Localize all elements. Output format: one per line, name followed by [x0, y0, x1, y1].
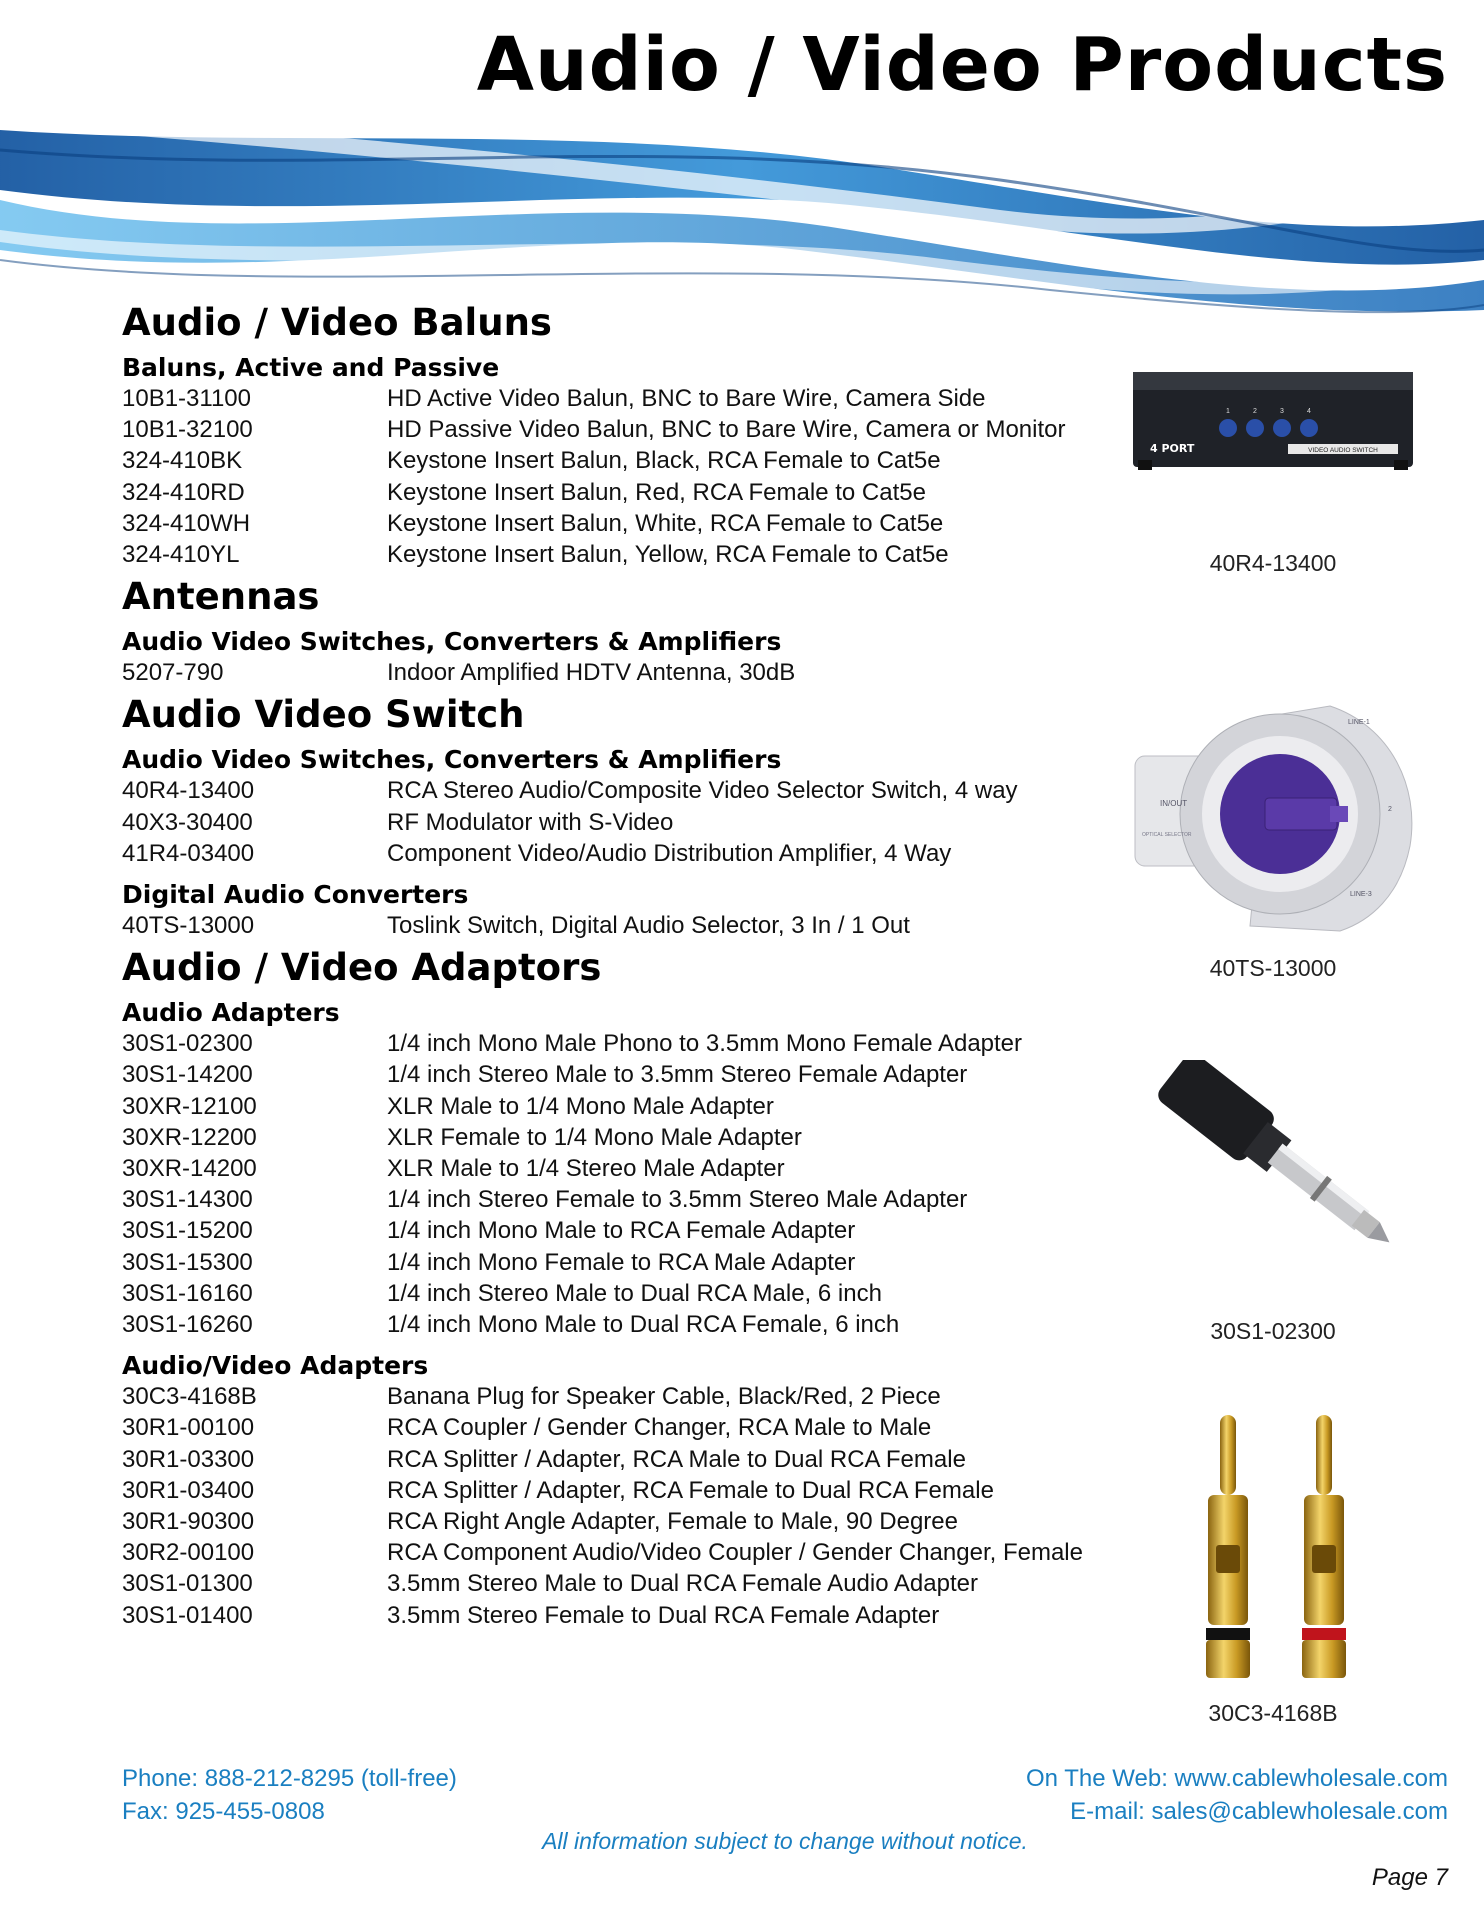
product-description: RCA Splitter / Adapter, RCA Male to Dual RCA Female: [387, 1445, 966, 1473]
product-row: [122, 1475, 1102, 1506]
footer-online: [1026, 1762, 1448, 1828]
product-sku: 30S1-16160: [122, 1279, 253, 1307]
product-sku: 30S1-14200: [122, 1061, 253, 1089]
port-number: 2: [1253, 408, 1257, 415]
product-sku: 324-410YL: [122, 541, 240, 569]
subsection-title: Audio Adapters: [122, 998, 340, 1028]
dial-label: 2: [1388, 806, 1392, 813]
product-description: XLR Female to 1/4 Mono Male Adapter: [387, 1123, 802, 1151]
product-description: 1/4 inch Stereo Male to Dual RCA Male, 6 inch: [387, 1279, 882, 1307]
product-row: [122, 1247, 1102, 1278]
product-row: [122, 445, 1102, 476]
toslink-switch-image: [1130, 696, 1420, 936]
dial-label: LINE-1: [1348, 719, 1370, 726]
product-description: Keystone Insert Balun, Yellow, RCA Female to Cat5e: [387, 541, 949, 569]
product-description: 1/4 inch Mono Male Phono to 3.5mm Mono Female Adapter: [387, 1030, 1023, 1058]
product-description: Keystone Insert Balun, Black, RCA Female to Cat5e: [387, 447, 941, 475]
product-row: [122, 1600, 1102, 1631]
port-number: 1: [1226, 408, 1230, 415]
product-description: RCA Stereo Audio/Composite Video Selector Switch, 4 way: [387, 777, 1018, 805]
product-row: [122, 414, 1102, 445]
product-row: [122, 1506, 1102, 1537]
product-description: 1/4 inch Mono Male to Dual RCA Female, 6 inch: [387, 1311, 900, 1339]
product-sku: 10B1-32100: [122, 416, 253, 444]
website-link[interactable]: On The Web: www.cablewholesale.com: [1026, 1765, 1448, 1792]
product-sku: 10B1-31100: [122, 385, 251, 412]
product-description: RCA Coupler / Gender Changer, RCA Male to Male: [387, 1414, 932, 1442]
fax-number: Fax: 925-455-0808: [122, 1798, 325, 1825]
product-sku: 30S1-16260: [122, 1311, 253, 1339]
product-row: [122, 1309, 1102, 1340]
product-description: 3.5mm Stereo Female to Dual RCA Female Adapter: [387, 1601, 940, 1629]
product-sku: 40R4-13400: [122, 777, 255, 805]
product-description: XLR Male to 1/4 Stereo Male Adapter: [387, 1155, 785, 1183]
product-description: 1/4 inch Mono Male to RCA Female Adapter: [387, 1217, 856, 1245]
subsection-title: Digital Audio Converters: [122, 880, 469, 910]
product-row: [122, 1444, 1102, 1475]
product-row: [122, 775, 1102, 806]
product-sku: 324-410RD: [122, 478, 245, 506]
subsection-title: Audio Video Switches, Converters & Amplifiers: [122, 627, 782, 657]
product-row: [122, 1059, 1102, 1090]
product-sku: 30R1-03300: [122, 1445, 255, 1473]
dial-label: LINE-3: [1350, 891, 1372, 898]
phone-number: Phone: 888-212-8295 (toll-free): [122, 1765, 457, 1792]
product-description: 1/4 inch Stereo Female to 3.5mm Stereo Male Adapter: [387, 1186, 968, 1214]
section: [122, 300, 1102, 574]
banana-plugs-image: [1180, 1410, 1380, 1690]
product-sku: 30C3-4168B: [122, 1383, 257, 1411]
product-description: RF Modulator with S-Video: [387, 808, 674, 836]
toslink-left-label: IN/OUT: [1160, 799, 1188, 808]
image-caption: 40TS-13000: [1209, 955, 1337, 981]
footer-contact: [122, 1762, 457, 1828]
product-description: Keystone Insert Balun, White, RCA Female to Cat5e: [387, 509, 944, 537]
product-row: [122, 1568, 1102, 1599]
product-row: [122, 1184, 1102, 1215]
toslink-left-small: OPTICAL SELECTOR: [1142, 832, 1192, 838]
product-description: Indoor Amplified HDTV Antenna, 30dB: [387, 659, 796, 687]
product-row: [122, 1278, 1102, 1309]
product-description: Banana Plug for Speaker Cable, Black/Red, 2 Piece: [387, 1383, 941, 1411]
product-row: [122, 1153, 1102, 1184]
product-row: [122, 1412, 1102, 1443]
product-row: [122, 910, 1102, 941]
subsection-title: Audio/Video Adapters: [122, 1351, 429, 1381]
image-caption: 40R4-13400: [1209, 550, 1337, 576]
phono-adapter-image: [1150, 1060, 1400, 1280]
disclaimer: All information subject to change without notice.: [542, 1828, 1028, 1854]
product-sku: 30S1-02300: [122, 1030, 253, 1058]
product-sku: 30S1-15200: [122, 1217, 253, 1245]
section: [122, 945, 1102, 1635]
product-row: [122, 477, 1102, 508]
product-sku: 40TS-13000: [122, 912, 255, 940]
section: [122, 692, 1102, 945]
product-description: 1/4 inch Mono Female to RCA Male Adapter: [387, 1248, 856, 1276]
switch-brand-text: 4 PORT: [1150, 442, 1195, 455]
product-row: [122, 1091, 1102, 1122]
product-row: [122, 508, 1102, 539]
product-description: Keystone Insert Balun, Red, RCA Female to Cat5e: [387, 478, 926, 506]
product-sku: 30R1-00100: [122, 1414, 255, 1442]
product-row: [122, 1381, 1102, 1412]
product-sku: 40X3-30400: [122, 808, 253, 836]
product-sku: 30XR-12100: [122, 1092, 257, 1120]
section-title: Audio Video Switch: [122, 693, 525, 737]
product-row: [122, 1215, 1102, 1246]
product-row: [122, 1537, 1102, 1568]
product-row: [122, 1028, 1102, 1059]
port-number: 4: [1307, 408, 1311, 415]
product-row: [122, 383, 1102, 414]
section: [122, 574, 1102, 692]
switch-box-image: [1128, 360, 1418, 480]
port-number: 3: [1280, 408, 1284, 415]
product-description: RCA Splitter / Adapter, RCA Female to Dual RCA Female: [387, 1476, 994, 1504]
product-row: [122, 1122, 1102, 1153]
section-title: Audio / Video Baluns: [122, 301, 552, 344]
product-row: [122, 838, 1102, 869]
product-description: 1/4 inch Stereo Male to 3.5mm Stereo Female Adapter: [387, 1061, 968, 1089]
page-title: Audio / Video Products: [476, 22, 1448, 108]
product-listing: [122, 300, 1102, 1635]
product-description: Component Video/Audio Distribution Amplifier, 4 Way: [387, 839, 952, 867]
product-row: [122, 657, 1102, 688]
product-sku: 5207-790: [122, 659, 224, 687]
page-number: Page 7: [1371, 1864, 1448, 1891]
image-caption: 30S1-02300: [1210, 1318, 1336, 1344]
product-description: RCA Component Audio/Video Coupler / Gender Changer, Female: [387, 1539, 1083, 1567]
section-title: Audio / Video Adaptors: [122, 946, 602, 990]
product-sku: 324-410BK: [122, 447, 243, 475]
product-sku: 30S1-14300: [122, 1186, 253, 1214]
product-description: HD Active Video Balun, BNC to Bare Wire, Camera Side: [387, 385, 986, 412]
product-description: RCA Right Angle Adapter, Female to Male, 90 Degree: [387, 1508, 958, 1536]
subsection-title: Baluns, Active and Passive: [122, 353, 500, 382]
product-sku: 30S1-15300: [122, 1248, 253, 1276]
switch-label-text: VIDEO AUDIO SWITCH: [1308, 447, 1378, 454]
product-row: [122, 539, 1102, 570]
product-description: HD Passive Video Balun, BNC to Bare Wire, Camera or Monitor: [387, 416, 1066, 444]
product-sku: 30S1-01300: [122, 1570, 253, 1598]
product-sku: 30R1-03400: [122, 1476, 255, 1504]
product-sku: 324-410WH: [122, 509, 251, 537]
product-sku: 30R1-90300: [122, 1508, 255, 1536]
product-sku: 41R4-03400: [122, 839, 255, 867]
product-description: XLR Male to 1/4 Mono Male Adapter: [387, 1092, 774, 1120]
email-link[interactable]: E-mail: sales@cablewholesale.com: [1070, 1798, 1448, 1825]
product-row: [122, 807, 1102, 838]
image-caption: 30C3-4168B: [1208, 1700, 1338, 1726]
subsection-title: Audio Video Switches, Converters & Amplifiers: [122, 745, 782, 775]
product-sku: 30S1-01400: [122, 1601, 253, 1629]
product-description: Toslink Switch, Digital Audio Selector, 3 In / 1 Out: [387, 912, 910, 940]
product-sku: 30XR-12200: [122, 1123, 257, 1151]
header-wave-graphic: [0, 110, 1484, 330]
product-sku: 30XR-14200: [122, 1155, 257, 1183]
product-description: 3.5mm Stereo Male to Dual RCA Female Audio Adapter: [387, 1570, 978, 1598]
product-sku: 30R2-00100: [122, 1539, 255, 1567]
section-title: Antennas: [122, 575, 320, 619]
